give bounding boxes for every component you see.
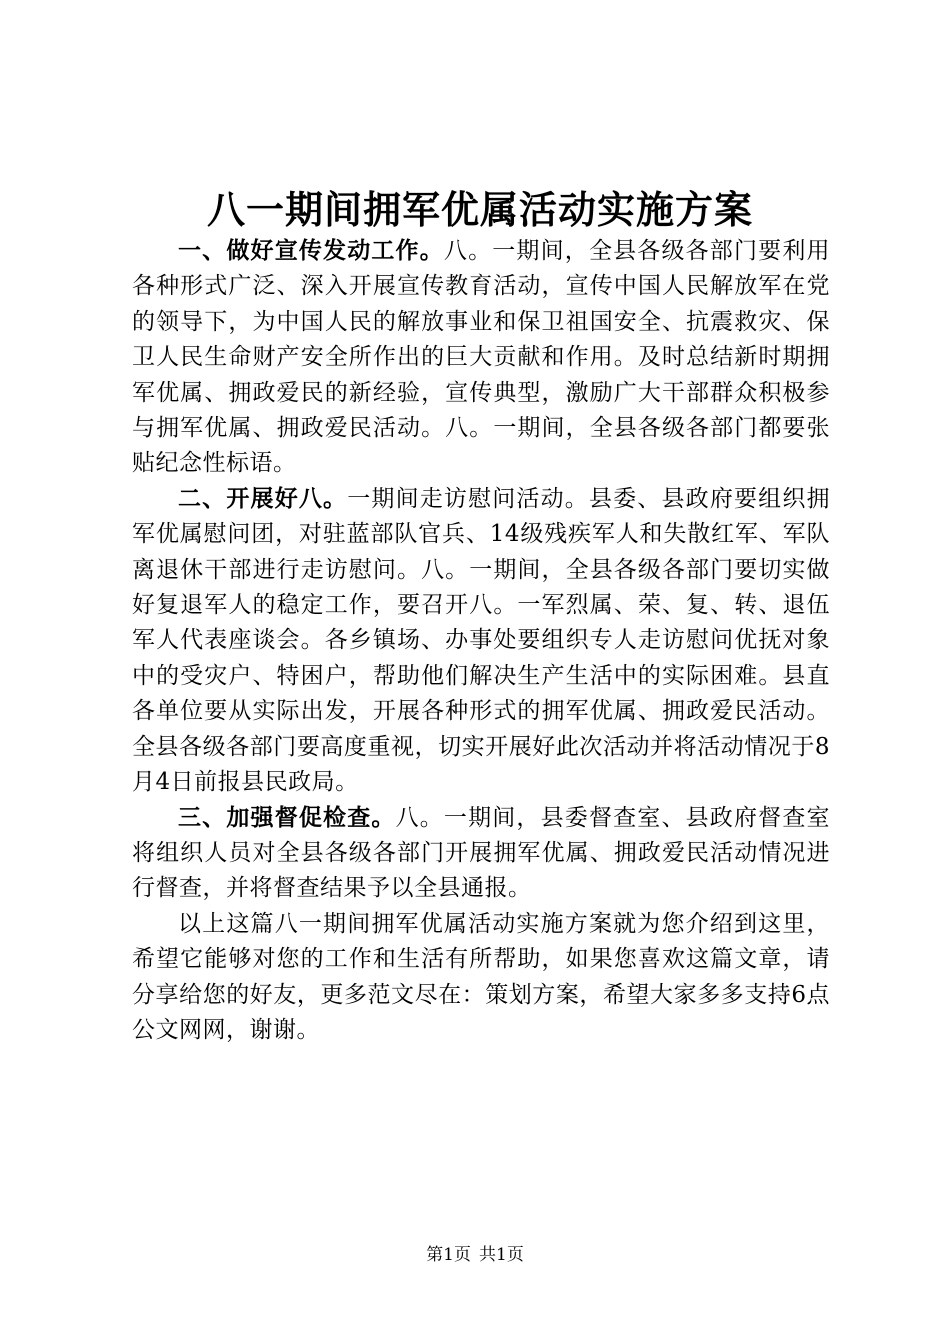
document-body bbox=[132, 234, 830, 1048]
page-number: 第1页 bbox=[426, 1245, 471, 1265]
paragraph-heading: 一、做好宣传发动工作。 bbox=[178, 238, 444, 264]
paragraph-text: 一期间走访慰问活动。县委、县政府要组织拥军优属慰问团，对驻蓝部队官兵、14级残疾军人和失散红军、军队离退休干部进行走访慰问。八。一期间，全县各级各部门要切实做好复退军人的稳定工作，要召开八。一军烈属、荣、复、转、退伍军人代表座谈会。各乡镇场、办事处要组织专人走访慰问优抚对象中的受灾户、特困户，帮助他们解决生产生活中的实际困难。县直各单位要从实际出发，开展各种形式的拥军优属、拥政爱民活动。全县各级各部门要高度重视，切实开展好此次活动并将活动情况于8月4日前报县民政局。 bbox=[132, 485, 831, 796]
paragraph-heading: 三、加强督促检查。 bbox=[178, 804, 396, 831]
paragraph-publicity bbox=[132, 234, 830, 482]
document-title: 八一期间拥军优属活动实施方案 bbox=[206, 188, 753, 232]
paragraph-text: 八。一期间，县委督查室、县政府督查室将组织人员对全县各级各部门开展拥军优属、拥政爱民活动情况进行督查，并将督查结果予以全县通报。 bbox=[132, 804, 831, 902]
page-total: 共1页 bbox=[479, 1245, 524, 1265]
paragraph-visits bbox=[132, 482, 830, 801]
paragraph-heading: 二、开展好八。 bbox=[178, 485, 348, 512]
paragraph-closing bbox=[132, 907, 830, 1049]
page-footer bbox=[0, 1243, 950, 1267]
paragraph-text: 八。一期间，全县各级各部门要利用各种形式广泛、深入开展宣传教育活动，宣传中国人民解放军在党的领导下，为中国人民的解放事业和保卫祖国安全、抗震救灾、保卫人民生命财产安全所作出的巨大贡献和作用。及时总结新时期拥军优属、拥政爱民的新经验，宣传典型，激励广大干部群众积极参与拥军优属、拥政爱民活动。八。一期间，全县各级各部门都要张贴纪念性标语。 bbox=[132, 238, 831, 477]
paragraph-text: 以上这篇八一期间拥军优属活动实施方案就为您介绍到这里，希望它能够对您的工作和生活有所帮助，如果您喜欢这篇文章，请分享给您的好友，更多范文尽在：策划方案，希望大家多多支持6点公文网网，谢谢。 bbox=[132, 910, 830, 1043]
paragraph-supervision bbox=[132, 801, 830, 907]
